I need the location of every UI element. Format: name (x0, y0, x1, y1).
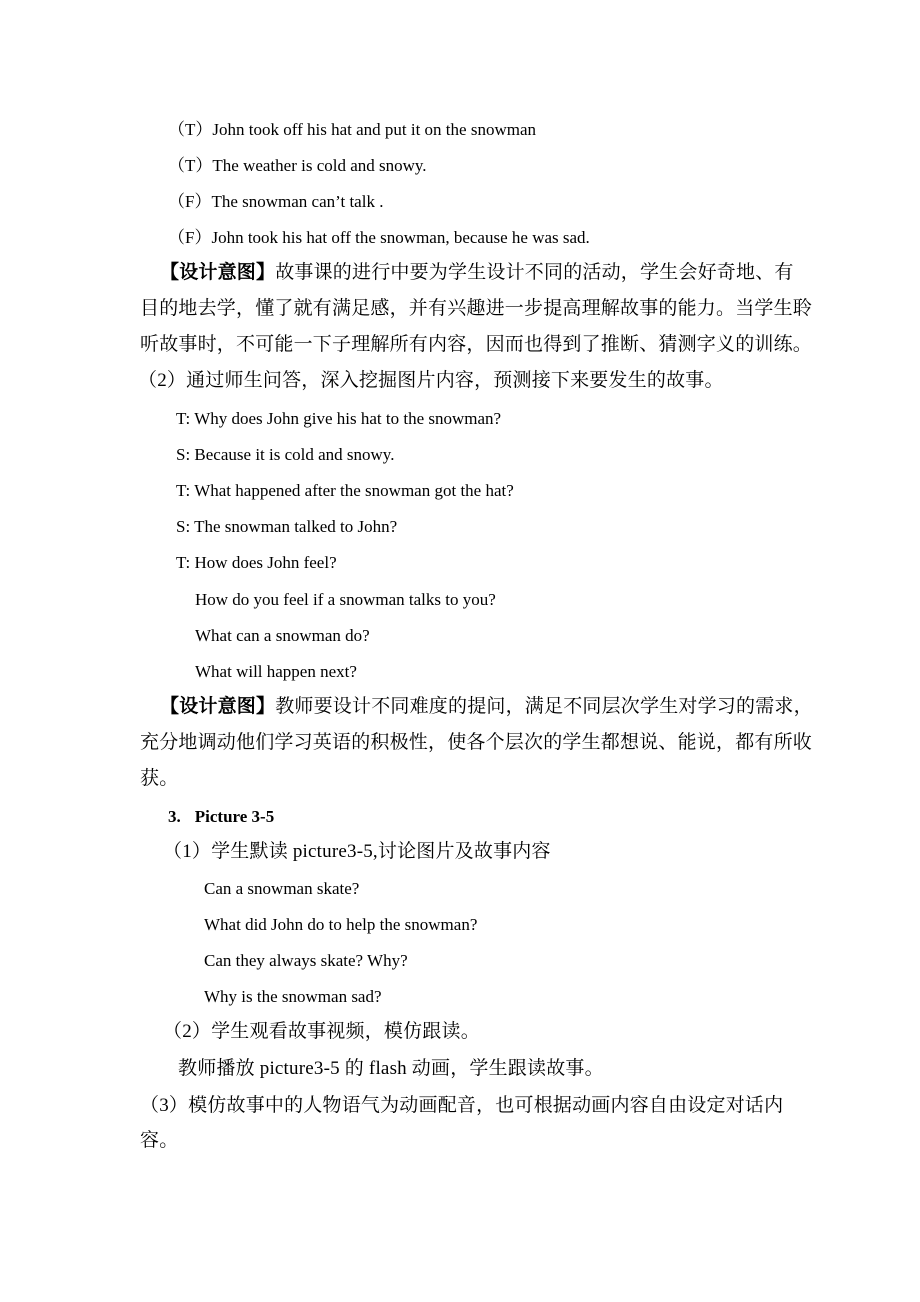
design-intent-paragraph (160, 262, 794, 284)
dialogue-line: S: The snowman talked to John? (176, 517, 398, 536)
paragraph-line: 目的地去学，懂了就有满足感，并有兴趣进一步提高理解故事的能力。当学生聆 (140, 298, 813, 319)
followup-question: What will happen next? (195, 662, 357, 681)
followup-question: What can a snowman do? (195, 626, 370, 645)
dialogue-line: T: What happened after the snowman got the hat? (176, 481, 514, 500)
tf-item: （F）John took his hat off the snowman, because he was sad. (168, 228, 590, 247)
tf-item: （F）The snowman can’t talk . (168, 192, 384, 211)
dialogue-line: S: Because it is cold and snowy. (176, 445, 395, 464)
step-heading: （1）学生默读 picture3-5,讨论图片及故事内容 (163, 841, 551, 862)
discussion-question: Can they always skate? Why? (204, 951, 408, 970)
design-intent-label: 【设计意图】 (160, 696, 276, 717)
discussion-question: What did John do to help the snowman? (204, 915, 478, 934)
followup-question: How do you feel if a snowman talks to you? (195, 590, 496, 609)
tf-item: （T）John took off his hat and put it on the snowman (168, 120, 536, 139)
paragraph-text: 故事课的进行中要为学生设计不同的活动，学生会好奇地、有 (275, 262, 794, 283)
design-intent-label: 【设计意图】 (160, 262, 276, 283)
step-detail: 教师播放 picture3-5 的 flash 动画，学生跟读故事。 (178, 1058, 604, 1079)
paragraph-line: 听故事时，不可能一下子理解所有内容，因而也得到了推断、猜测字义的训练。 (140, 334, 813, 355)
paragraph-text: 教师要设计不同难度的提问，满足不同层次学生对学习的需求， (275, 696, 813, 717)
paragraph-line: 获。 (140, 768, 179, 789)
discussion-question: Can a snowman skate? (204, 879, 360, 898)
section-heading (168, 806, 274, 828)
discussion-question: Why is the snowman sad? (204, 987, 382, 1006)
dialogue-line: T: Why does John give his hat to the snowman? (176, 409, 502, 428)
step-heading: （2）通过师生问答，深入挖掘图片内容，预测接下来要发生的故事。 (138, 370, 724, 391)
dialogue-line: T: How does John feel? (176, 553, 337, 572)
section-number: 3. (168, 807, 181, 826)
design-intent-paragraph (160, 696, 813, 718)
step-heading: （2）学生观看故事视频，模仿跟读。 (163, 1021, 480, 1042)
step-heading: （3）模仿故事中的人物语气为动画配音，也可根据动画内容自由设定对话内 (140, 1095, 784, 1116)
paragraph-line: 充分地调动他们学习英语的积极性，使各个层次的学生都想说、能说，都有所收 (140, 732, 813, 753)
section-title: Picture 3-5 (194, 807, 275, 826)
paragraph-line: 容。 (140, 1130, 179, 1151)
tf-item: （T）The weather is cold and snowy. (168, 156, 427, 175)
